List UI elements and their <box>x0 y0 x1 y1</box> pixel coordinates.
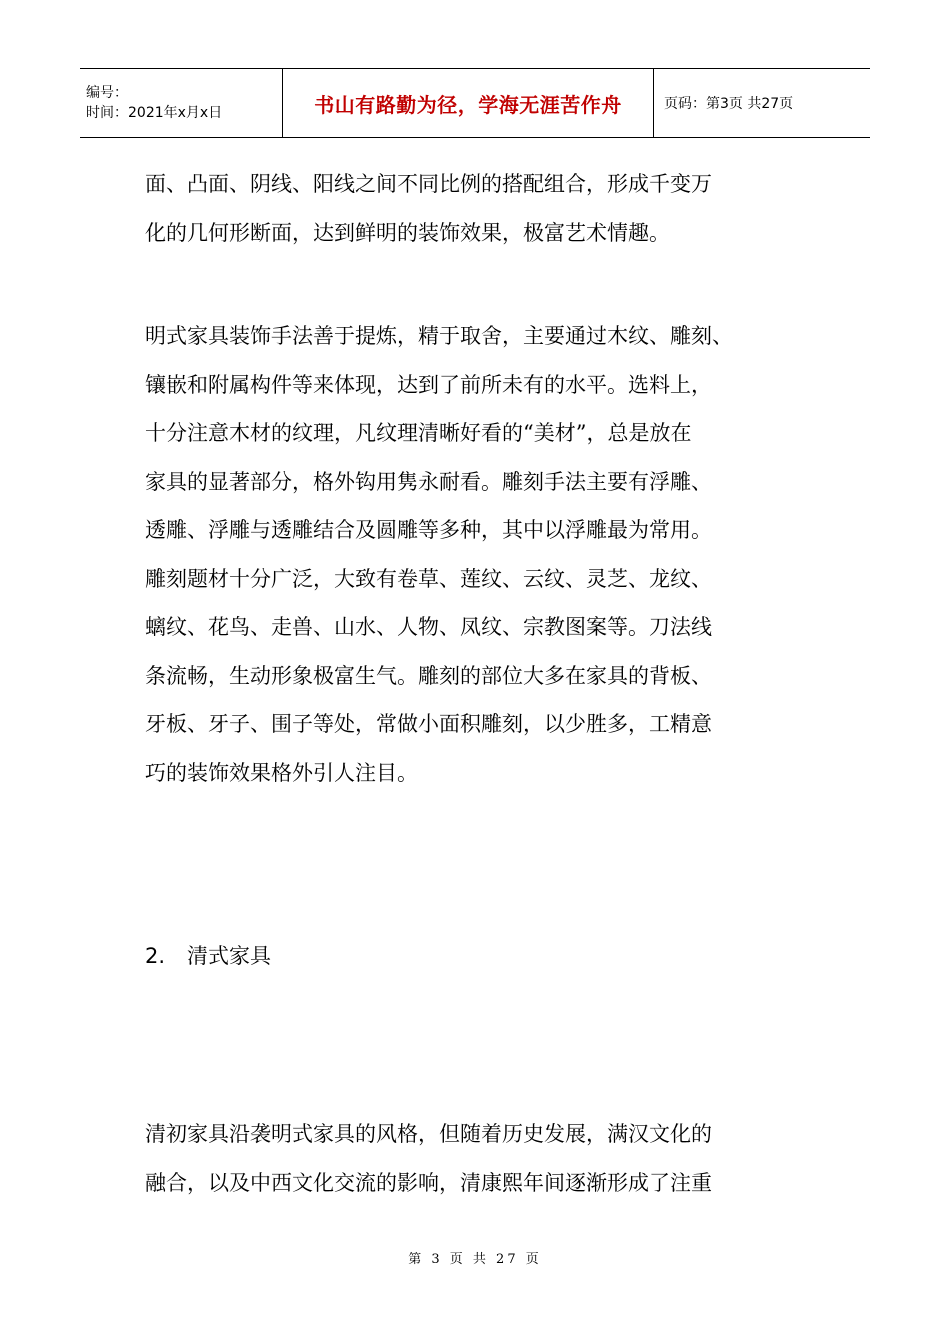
section-heading-number: 2. <box>145 944 166 968</box>
text-line: 镶嵌和附属构件等来体现，达到了前所未有的水平。选料上， <box>145 372 712 397</box>
paragraph-2 <box>145 312 825 797</box>
text-line: 巧的装饰效果格外引人注目。 <box>145 760 418 785</box>
text-line: 明式家具装饰手法善于提炼，精于取舍，主要通过木纹、雕刻、 <box>145 324 733 348</box>
section-heading <box>145 932 271 980</box>
text-line: 面、凸面、阴线、阳线之间不同比例的搭配组合，形成千变万 <box>145 172 712 196</box>
header-motto-cell <box>282 69 654 137</box>
footer-page-number: 第 3 页 共 27 页 <box>408 1252 542 1267</box>
paragraph-3 <box>145 1110 825 1207</box>
text-line: 家具的显著部分，格外钩用隽永耐看。雕刻手法主要有浮雕、 <box>145 469 712 494</box>
header-page-info-cell <box>654 69 870 137</box>
header-meta <box>80 69 282 137</box>
text-line: 融合，以及中西文化交流的影响，清康熙年间逐渐形成了注重 <box>145 1170 712 1195</box>
text-line: 十分注意木材的纹理，凡纹理清晰好看的“美材”，总是放在 <box>145 421 692 445</box>
text-line: 化的几何形断面，达到鲜明的装饰效果，极富艺术情趣。 <box>145 220 670 245</box>
page-footer <box>0 1248 950 1267</box>
text-line: 清初家具沿袭明式家具的风格，但随着历史发展，满汉文化的 <box>145 1122 712 1146</box>
text-line: 牙板、牙子、围子等处，常做小面积雕刻，以少胜多，工精意 <box>145 712 712 736</box>
paragraph-1 <box>145 160 825 257</box>
text-line: 雕刻题材十分广泛，大致有卷草、莲纹、云纹、灵芝、龙纹、 <box>145 566 712 591</box>
page-header <box>80 68 870 138</box>
header-motto: 书山有路勤为径，学海无涯苦作舟 <box>314 92 622 117</box>
header-page-info: 页码：第3页 共27页 <box>664 96 794 112</box>
section-heading-text: 清式家具 <box>187 944 272 968</box>
text-line: 条流畅，生动形象极富生气。雕刻的部位大多在家具的背板、 <box>145 663 712 688</box>
text-line: 透雕、浮雕与透雕结合及圆雕等多种，其中以浮雕最为常用。 <box>145 518 712 542</box>
text-line: 螭纹、花鸟、走兽、山水、人物、凤纹、宗教图案等。刀法线 <box>145 615 712 639</box>
document-date-label: 时间：2021年x月x日 <box>86 105 223 121</box>
document-number-label: 编号： <box>86 85 128 101</box>
